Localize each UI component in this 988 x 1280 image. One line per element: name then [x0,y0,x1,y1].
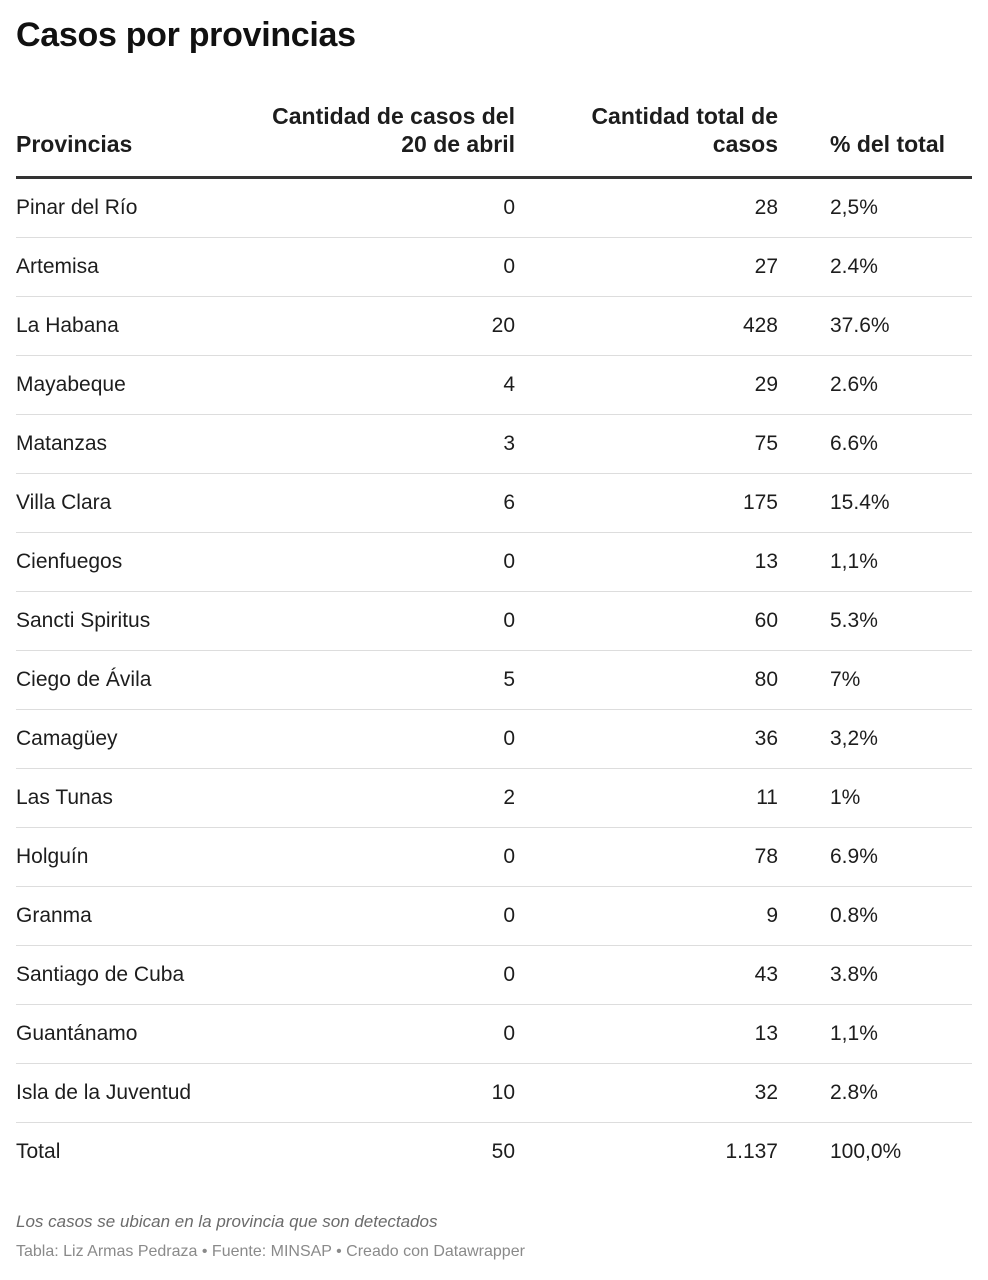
table-row [16,887,972,946]
footer-credits: Tabla: Liz Armas Pedraza • Fuente: MINSAP • Creado con Datawrapper [16,1243,525,1260]
cell-provincia: Mayabeque [16,356,266,415]
cell-provincia: Las Tunas [16,769,266,828]
table-row [16,592,972,651]
cell-provincia: Total [16,1140,61,1163]
table-row [16,710,972,769]
table-header-row [16,100,972,178]
cell-porcentaje: 2.4% [778,238,972,297]
table-row [16,651,972,710]
cell-total-casos: 32 [515,1064,778,1123]
chart-title: Casos por provincias [16,16,356,54]
cell-porcentaje: 1,1% [778,533,972,592]
cell-porcentaje: 100,0% [830,1140,902,1163]
cell-provincia: Isla de la Juventud [16,1064,266,1123]
cell-casos-20-abril: 0 [266,1005,515,1064]
table-row [16,769,972,828]
header-provincias[interactable]: Provincias [16,100,266,178]
cell-casos-20-abril: 0 [266,887,515,946]
cell-total-casos: 80 [515,651,778,710]
cell-provincia: Pinar del Río [16,178,266,238]
table-row [16,238,972,297]
cell-provincia: Granma [16,887,266,946]
cell-provincia: Cienfuegos [16,533,266,592]
cell-provincia: Camagüey [16,710,266,769]
cell-porcentaje: 2.8% [778,1064,972,1123]
cell-casos-20-abril: 5 [266,651,515,710]
cell-total-casos: 175 [515,474,778,533]
cell-provincia: Guantánamo [16,1005,266,1064]
table-row [16,1064,972,1123]
cell-porcentaje: 2,5% [778,178,972,238]
cell-casos-20-abril: 0 [266,946,515,1005]
cell-provincia: Santiago de Cuba [16,946,266,1005]
cell-total-casos: 78 [515,828,778,887]
cell-total-casos: 13 [515,533,778,592]
cell-total-casos: 27 [515,238,778,297]
cell-total-casos: 13 [515,1005,778,1064]
table-row [16,1005,972,1064]
cell-casos-20-abril: 4 [266,356,515,415]
provinces-table [16,100,972,1181]
cell-casos-20-abril: 0 [266,592,515,651]
cell-total-casos: 1.137 [725,1140,778,1163]
cell-total-casos: 75 [515,415,778,474]
cell-casos-20-abril: 0 [266,828,515,887]
cell-casos-20-abril: 0 [266,178,515,238]
table-row [16,828,972,887]
cell-porcentaje: 1,1% [778,1005,972,1064]
cell-porcentaje: 6.6% [778,415,972,474]
cell-casos-20-abril: 0 [266,238,515,297]
cell-total-casos: 9 [515,887,778,946]
cell-casos-20-abril: 6 [266,474,515,533]
cell-casos-20-abril: 20 [266,297,515,356]
cell-porcentaje: 7% [778,651,972,710]
cell-total-casos: 36 [515,710,778,769]
cell-porcentaje: 1% [778,769,972,828]
cell-casos-20-abril: 0 [266,710,515,769]
header-casos-20-abril[interactable]: Cantidad de casos del 20 de abril [266,100,515,178]
cell-provincia: Ciego de Ávila [16,651,266,710]
cell-total-casos: 43 [515,946,778,1005]
cell-provincia: Villa Clara [16,474,266,533]
cell-casos-20-abril: 3 [266,415,515,474]
cell-provincia: Matanzas [16,415,266,474]
table-row [16,297,972,356]
cell-porcentaje: 15.4% [778,474,972,533]
cell-porcentaje: 5.3% [778,592,972,651]
cell-provincia: La Habana [16,297,266,356]
table-row [16,533,972,592]
table-row [16,356,972,415]
cell-provincia: Holguín [16,828,266,887]
cell-total-casos: 28 [515,178,778,238]
cell-porcentaje: 6.9% [778,828,972,887]
cell-porcentaje: 2.6% [778,356,972,415]
header-total-casos[interactable]: Cantidad total de casos [515,100,778,178]
table-row [16,946,972,1005]
cell-casos-20-abril: 2 [266,769,515,828]
cell-total-casos: 29 [515,356,778,415]
cell-provincia: Sancti Spiritus [16,592,266,651]
footer-note: Los casos se ubican en la provincia que son detectados [16,1212,438,1231]
table-row [16,178,972,238]
cell-total-casos: 428 [515,297,778,356]
cell-porcentaje: 3,2% [778,710,972,769]
cell-provincia: Artemisa [16,238,266,297]
total-row [16,1123,972,1182]
table-row [16,415,972,474]
cell-casos-20-abril: 10 [266,1064,515,1123]
table-body [16,178,972,1182]
cell-porcentaje: 3.8% [778,946,972,1005]
cell-porcentaje: 0.8% [778,887,972,946]
cell-casos-20-abril: 50 [491,1140,515,1163]
table-row [16,474,972,533]
cell-total-casos: 11 [515,769,778,828]
cell-porcentaje: 37.6% [778,297,972,356]
header-porcentaje[interactable]: % del total [778,100,972,178]
cell-total-casos: 60 [515,592,778,651]
cell-casos-20-abril: 0 [266,533,515,592]
